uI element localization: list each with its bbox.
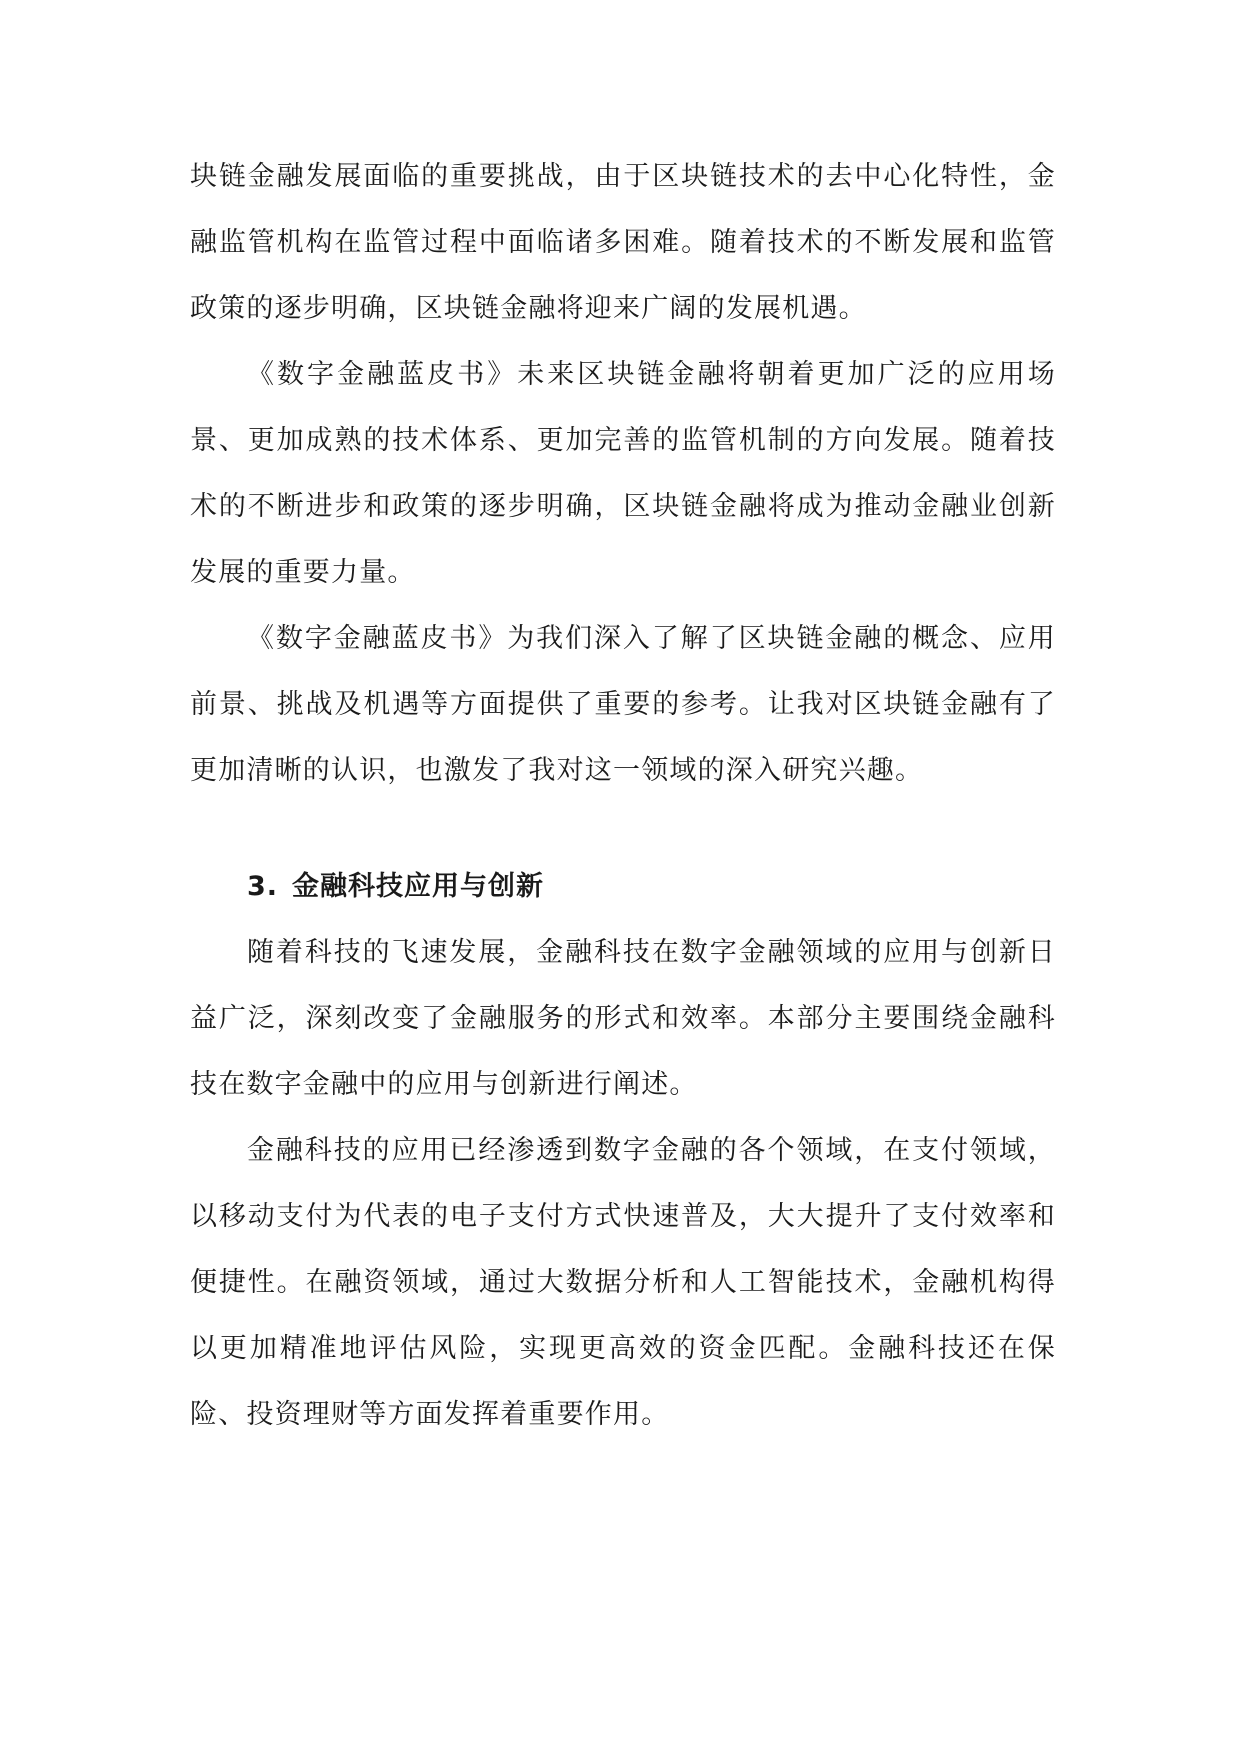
section-number: 3. [247, 871, 279, 902]
paragraph-fintech-applications: 金融科技的应用已经渗透到数字金融的各个领域，在支付领域，以移动支付为代表的电子支付方式快速普及，大大提升了支付效率和便捷性。在融资领域，通过大数据分析和人工智能技术，金融机构得以更加精准地评估风险，实现更高效的资金匹配。金融科技还在保险、投资理财等方面发挥着重要作用。 [190, 1135, 1056, 1430]
paragraph-fintech-intro: 随着科技的飞速发展，金融科技在数字金融领域的应用与创新日益广泛，深刻改变了金融服务的形式和效率。本部分主要围绕金融科技在数字金融中的应用与创新进行阐述。 [190, 937, 1056, 1100]
paragraph-future-outlook: 《数字金融蓝皮书》未来区块链金融将朝着更加广泛的应用场景、更加成熟的技术体系、更加完善的监管机制的方向发展。随着技术的不断进步和政策的逐步明确，区块链金融将成为推动金融业创新发展的重要力量。 [190, 359, 1056, 588]
paragraph-regulatory-challenges: 块链金融发展面临的重要挑战，由于区块链技术的去中心化特性，金融监管机构在监管过程中面临诸多困难。随着技术的不断发展和监管政策的逐步明确，区块链金融将迎来广阔的发展机遇。 [190, 161, 1056, 324]
paragraph-book-reflection: 《数字金融蓝皮书》为我们深入了解了区块链金融的概念、应用前景、挑战及机遇等方面提供了重要的参考。让我对区块链金融有了更加清晰的认识，也激发了我对这一领域的深入研究兴趣。 [190, 623, 1056, 786]
section-title: 金融科技应用与创新 [292, 871, 545, 902]
document-body [190, 144, 1056, 1448]
section-heading [190, 854, 1056, 920]
